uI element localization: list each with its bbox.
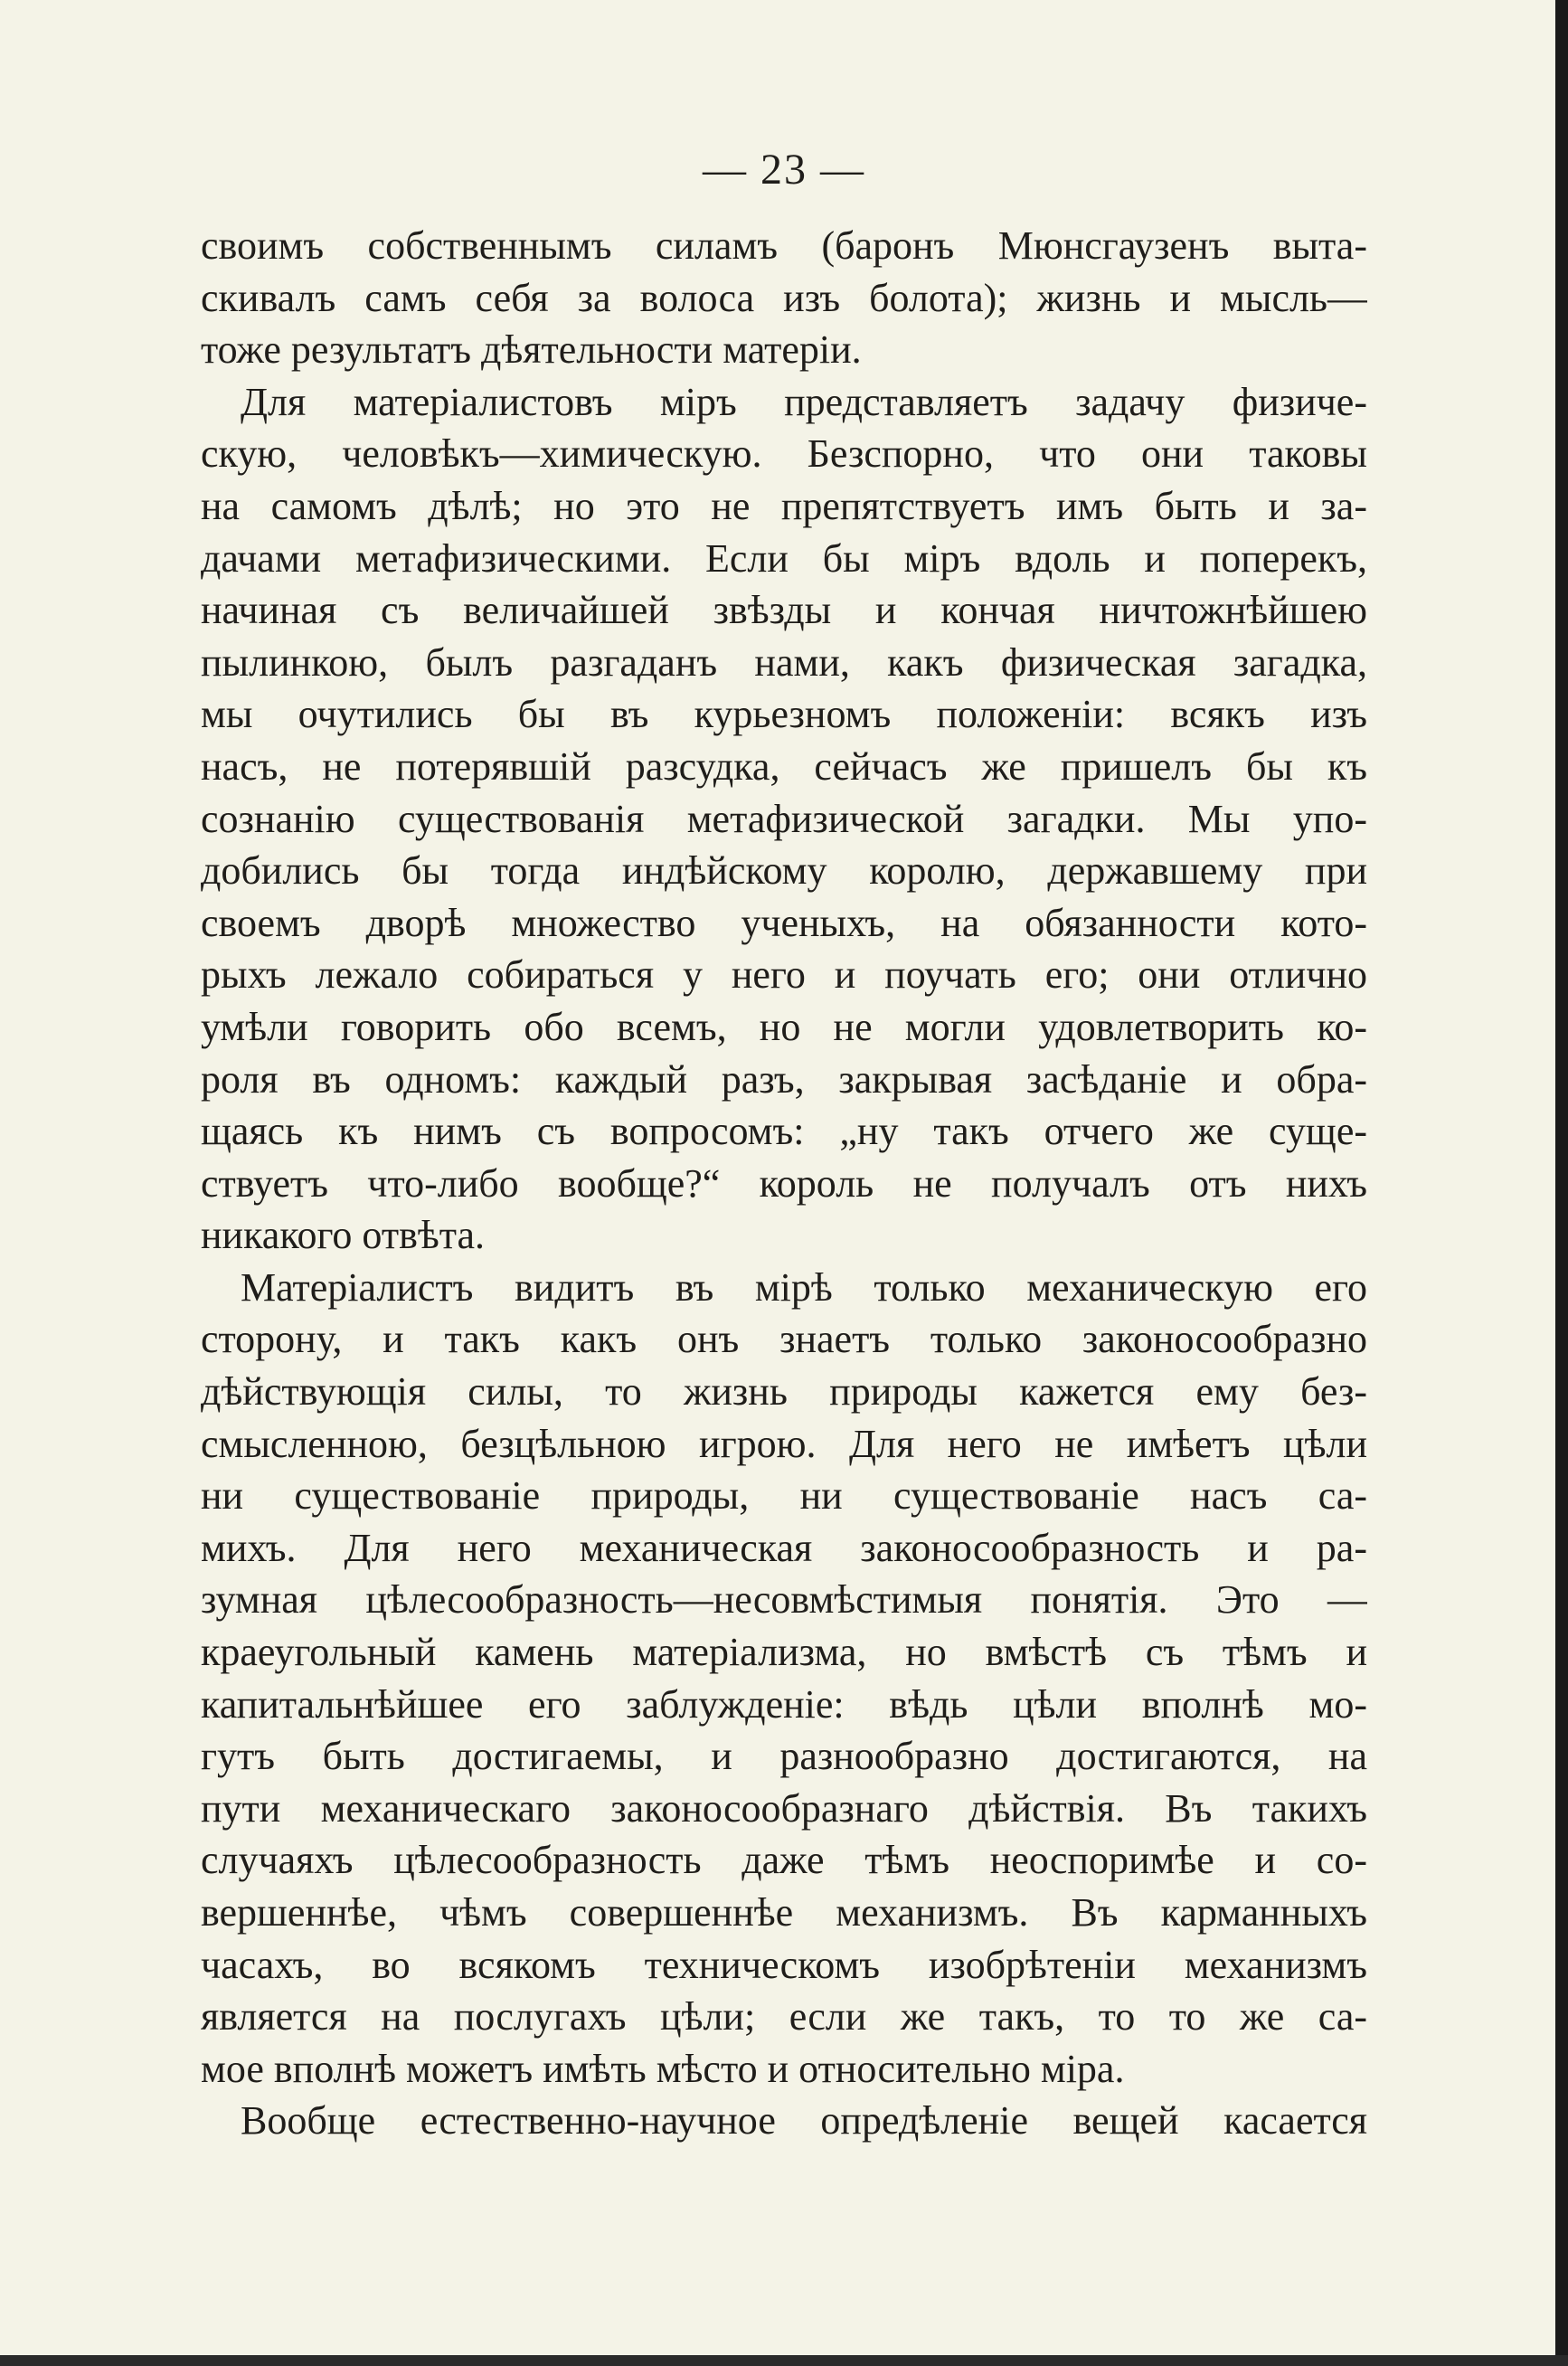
text-line: мое вполнѣ можетъ имѣть мѣсто и относительно міра. [201, 2046, 1125, 2091]
page-edge-shadow-bottom [0, 2355, 1568, 2366]
text-line: сознанію существованія метафизической загадки. Мы упо- [201, 796, 1367, 841]
text-line: щаясь къ нимъ съ вопросомъ: „ну такъ отчего же суще- [201, 1109, 1367, 1154]
text-line: пути механическаго законосообразнаго дѣйствія. Въ такихъ [201, 1785, 1367, 1831]
text-line: михъ. Для него механическая законосообразность и ра- [201, 1525, 1367, 1570]
text-line: капитальнѣйшее его заблужденіе: вѣдь цѣли вполнѣ мо- [201, 1681, 1367, 1727]
text-line: на самомъ дѣлѣ; но это не препятствуетъ имъ быть и за- [201, 483, 1367, 528]
text-line: вершеннѣе, чѣмъ совершеннѣе механизмъ. Въ карманныхъ [201, 1890, 1367, 1935]
page-number: — 23 — [703, 146, 865, 194]
text-line: рыхъ лежало собираться у него и поучать его; они отлично [201, 952, 1367, 998]
text-line: никакого отвѣта. [201, 1213, 486, 1258]
paragraph-first-line: Вообще естественно-научное опредѣленіе вещей касается [241, 2098, 1367, 2144]
text-line: сторону, и такъ какъ онъ знаетъ только законосообразно [201, 1317, 1367, 1362]
text-line: часахъ, во всякомъ техническомъ изобрѣтеніи механизмъ [201, 1942, 1367, 1987]
text-line: ствуетъ что-либо вообще?“ король не получалъ отъ нихъ [201, 1160, 1367, 1206]
text-line: является на послугахъ цѣли; если же такъ, то то же са- [201, 1994, 1367, 2039]
text-line: гутъ быть достигаемы, и разнообразно достигаются, на [201, 1734, 1367, 1779]
text-line: мы очутились бы въ курьезномъ положеніи: всякъ изъ [201, 692, 1367, 737]
text-line: начиная съ величайшей звѣзды и кончая ничтожнѣйшею [201, 588, 1367, 633]
text-line: дачами метафизическими. Если бы міръ вдоль и поперекъ, [201, 535, 1367, 581]
text-line: своимъ собственнымъ силамъ (баронъ Мюнсгаузенъ выта- [201, 223, 1367, 268]
text-line: смысленною, безцѣльною игрою. Для него не имѣетъ цѣли [201, 1421, 1367, 1466]
text-line: зумная цѣлесообразность—несовмѣстимыя понятія. Это — [201, 1577, 1367, 1623]
text-line: добились бы тогда индѣйскому королю, державшему при [201, 848, 1367, 894]
text-line: насъ, не потерявшій разсудка, сейчасъ же пришелъ бы къ [201, 743, 1367, 789]
text-line: краеугольный камень матеріализма, но вмѣстѣ съ тѣмъ и [201, 1630, 1367, 1675]
text-line: умѣли говорить обо всемъ, но не могли удовлетворить ко- [201, 1004, 1367, 1049]
text-line: пылинкою, былъ разгаданъ нами, какъ физическая загадка, [201, 639, 1367, 685]
text-line: ни существованіе природы, ни существованіе насъ са- [201, 1473, 1367, 1519]
text-line: случаяхъ цѣлесообразность даже тѣмъ неоспоримѣе и со- [201, 1838, 1367, 1883]
page-edge-shadow-right [1555, 0, 1568, 2366]
text-line: роля въ одномъ: каждый разъ, закрывая засѣданіе и обра- [201, 1056, 1367, 1102]
paragraph-first-line: Матеріалистъ видитъ въ мірѣ только механическую его [241, 1264, 1367, 1310]
text-line: скивалъ самъ себя за волоса изъ болота); жизнь и мысль— [201, 275, 1367, 320]
text-line: тоже результатъ дѣятельности матеріи. [201, 327, 862, 373]
text-line: своемъ дворѣ множество ученыхъ, на обязанности кото- [201, 900, 1367, 945]
paragraph-first-line: Для матеріалистовъ міръ представляетъ задачу физиче- [241, 379, 1367, 424]
body-text [201, 220, 1367, 2147]
text-line: дѣйствующія силы, то жизнь природы кажется ему без- [201, 1369, 1367, 1415]
text-line: скую, человѣкъ—химическую. Безспорно, что они таковы [201, 431, 1367, 477]
